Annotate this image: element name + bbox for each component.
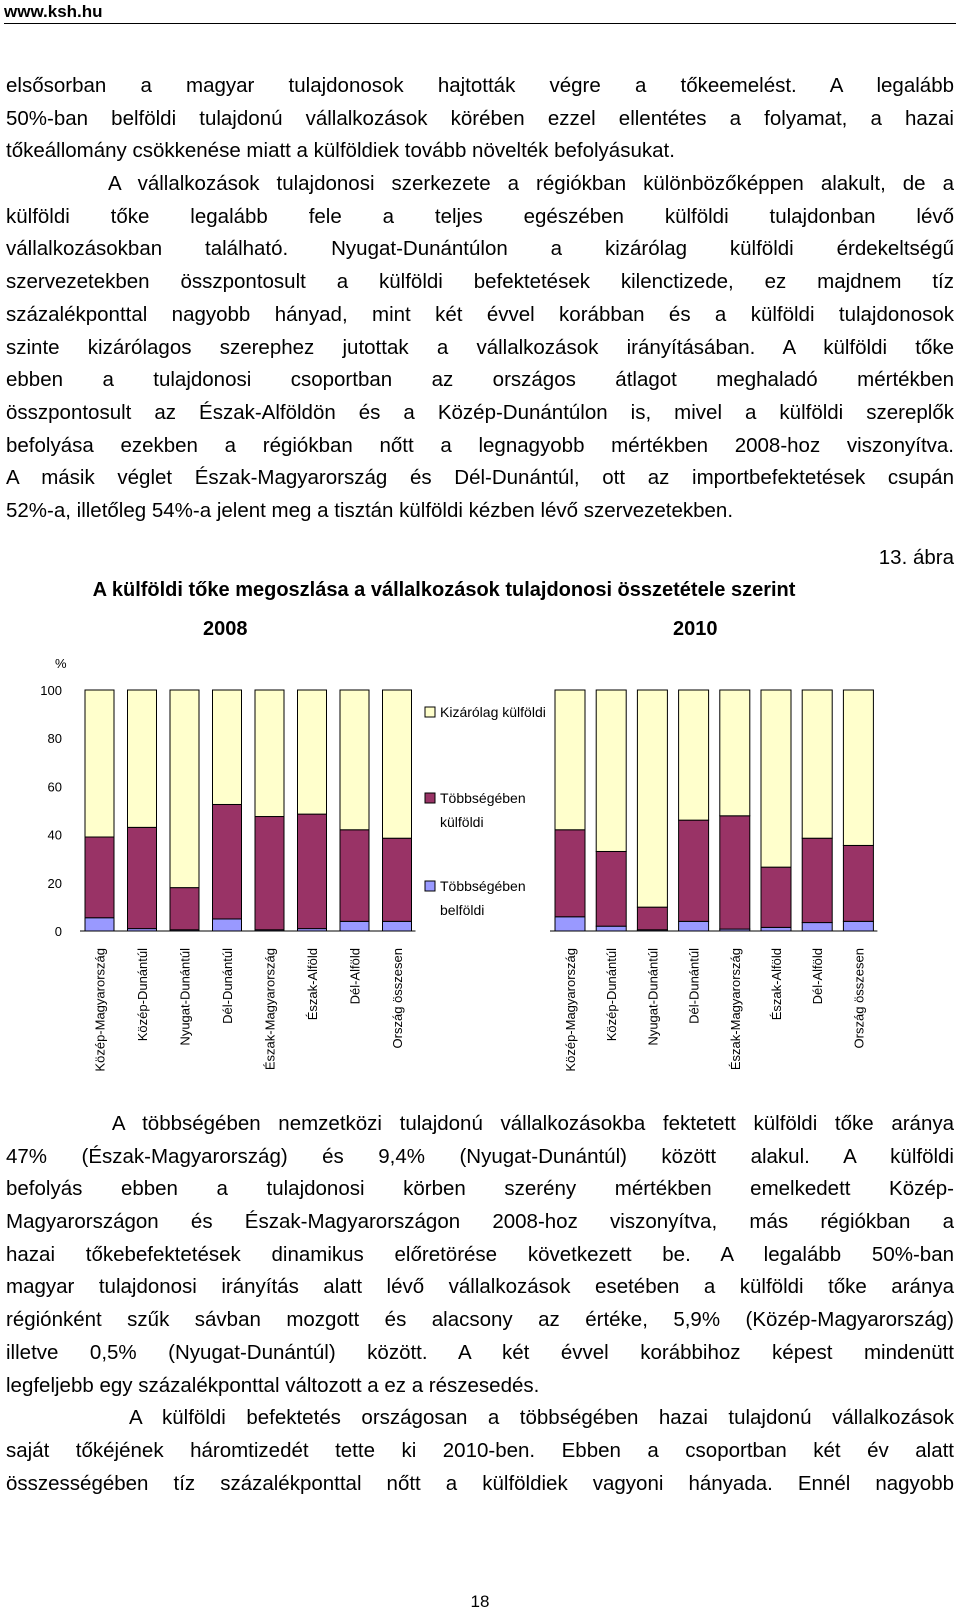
legend-label: Többségében — [440, 790, 526, 806]
legend-swatch — [425, 793, 435, 803]
bar-segment — [761, 867, 791, 927]
x-tick-label: Közép-Magyarország — [563, 948, 578, 1072]
y-tick-label: 0 — [54, 924, 62, 939]
bar-segment — [213, 804, 242, 918]
bar-segment — [383, 838, 412, 921]
text-line: befolyás ebben a tulajdonosi körben szerény mértékben emelkedett Közép- — [6, 1177, 954, 1201]
bar-segment — [679, 921, 709, 931]
text-line: A többségében nemzetközi tulajdonú vállalkozásokba fektetett külföldi tőke aránya — [6, 1112, 954, 1135]
legend-label: belföldi — [440, 902, 485, 918]
x-tick-label: Ország összesen — [851, 948, 867, 1049]
bar-segment — [298, 690, 327, 814]
bar-segment — [170, 690, 199, 888]
text-line: saját tőkéjének háromtizedét tette ki 2010-ben. Ebben a csoportban két év alatt — [6, 1438, 954, 1462]
bar-segment — [596, 690, 626, 851]
x-tick-label: Észak-Alföld — [769, 948, 784, 1021]
page-number: 18 — [470, 1592, 490, 1611]
bar-segment — [170, 888, 199, 930]
bar-segment — [213, 919, 242, 931]
x-tick-label: Észak-Alföld — [305, 948, 320, 1021]
x-tick-label: Nyugat-Dunántúl — [177, 948, 193, 1046]
text-line: Magyarországon és Észak-Magyarországon 2008-hoz viszonyítva, más régiókban a — [6, 1210, 954, 1234]
legend-swatch — [425, 707, 435, 717]
bar-segment — [843, 921, 873, 931]
y-tick-label: 60 — [47, 779, 62, 795]
bar-segment — [555, 830, 585, 917]
text-line: A másik véglet Észak-Magyarország és Dél-Dunántúl, ott az importbefektetések csupán — [6, 466, 954, 490]
stacked-bar-chart — [0, 650, 960, 1110]
chart-2008-title: 2008 — [203, 618, 248, 640]
bar-segment — [255, 817, 284, 930]
legend-label: Többségében — [440, 878, 526, 894]
bar-segment — [555, 690, 585, 830]
x-tick-label: Dél-Dunántúl — [220, 948, 235, 1024]
bar-segment — [802, 838, 832, 922]
y-tick-label: 20 — [47, 875, 62, 891]
legend-label: Kizárólag külföldi — [440, 704, 546, 720]
bar-segment — [679, 820, 709, 921]
text-line: A külföldi befektetés országosan a többségében hazai tulajdonú vállalkozások — [6, 1406, 954, 1430]
bar-segment — [596, 926, 626, 931]
bar-segment — [637, 690, 667, 907]
text-line: legfeljebb egy százalékponttal változott a ez a részesedés. — [6, 1373, 540, 1397]
y-tick-label: 80 — [47, 731, 62, 747]
bar-segment — [843, 690, 873, 845]
paragraph-top — [6, 70, 954, 528]
bar-segment — [383, 921, 412, 931]
x-tick-label: Közép-Magyarország — [92, 948, 108, 1072]
bar-segment — [679, 690, 709, 820]
y-tick-label: 100 — [40, 683, 62, 698]
text-line: külföldi tőke legalább fele a teljes egészében külföldi tulajdonban lévő — [6, 204, 954, 228]
text-line: hazai tőkebefektetések dinamikus előretörése következett be. A legalább 50%-ban — [6, 1242, 954, 1266]
bar-segment — [761, 690, 791, 867]
figure-number: 13. ábra — [878, 546, 954, 569]
bar-segment — [555, 917, 585, 931]
bar-segment — [128, 827, 157, 928]
text-line: ebben a tulajdonosi csoportban az országos átlagot meghaladó mértékben — [6, 368, 954, 392]
text-line: illetve 0,5% (Nyugat-Dunántúl) között. A két évvel korábbihoz képest mindenütt — [6, 1340, 954, 1364]
text-line: összességében tíz százalékponttal nőtt a külföldiek vagyoni hányada. Ennél nagyobb — [6, 1471, 954, 1495]
site-url[interactable]: www.ksh.hu — [4, 2, 103, 21]
x-tick-label: Dél-Alföld — [810, 948, 826, 1005]
bar-segment — [85, 918, 114, 931]
bar-segment — [128, 690, 157, 827]
text-line: befolyása ezekben a régiókban nőtt a legnagyobb mértékben 2008-hoz viszonyítva. — [6, 433, 954, 457]
text-line: magyar tulajdonosi irányítás alatt lévő vállalkozások esetében a külföldi tőke aránya — [6, 1275, 954, 1299]
bar-segment — [298, 814, 327, 928]
text-line: szinte kizárólagos szerephez jutottak a vállalkozások irányításában. A külföldi tőke — [6, 335, 954, 359]
chart-title: A külföldi tőke megoszlása a vállalkozások tulajdonosi összetétele szerint — [92, 579, 796, 601]
bar-segment — [596, 851, 626, 926]
bar-segment — [843, 845, 873, 921]
chart-2010-title: 2010 — [673, 618, 718, 640]
bar-segment — [340, 690, 369, 830]
text-line: 50%-ban belföldi tulajdonú vállalkozások körében ezzel ellentétes a folyamat, a hazai — [6, 106, 954, 130]
bar-segment — [255, 690, 284, 817]
bar-segment — [340, 830, 369, 922]
text-line: 47% (Észak-Magyarország) és 9,4% (Nyugat-Dunántúl) között alakul. A külföldi — [6, 1144, 954, 1168]
text-line: 52%-a, illetőleg 54%-a jelent meg a tisztán külföldi kézben lévő szervezetekben. — [6, 498, 734, 522]
text-line: százalékponttal nagyobb hányad, mint két évvel korábban és a külföldi tulajdonosok — [6, 302, 954, 326]
bar-segment — [340, 921, 369, 931]
header-rule — [4, 23, 956, 24]
text-line: tőkeállomány csökkenése miatt a külföldiek tovább növelték befolyásukat. — [6, 139, 675, 163]
x-tick-label: Nyugat-Dunántúl — [645, 948, 661, 1046]
bar-segment — [761, 927, 791, 931]
x-tick-label: Észak-Magyarország — [727, 948, 743, 1071]
paragraph-bottom — [6, 1108, 954, 1500]
bar-segment — [802, 923, 832, 931]
bar-segment — [637, 907, 667, 930]
text-line: régiónként szűk sávban mozgott és alacsony az értéke, 5,9% (Közép-Magyarország) — [6, 1308, 954, 1332]
text-line: elsősorban a magyar tulajdonosok hajtották végre a tőkeemelést. A legalább — [6, 74, 954, 97]
bar-segment — [802, 690, 832, 838]
bar-segment — [85, 690, 114, 837]
bar-segment — [720, 690, 750, 816]
text-line: A vállalkozások tulajdonosi szerkezete a régiókban különbözőképpen alakult, de a — [6, 172, 954, 196]
legend-label: külföldi — [440, 814, 484, 830]
bar-segment — [213, 690, 242, 804]
y-tick-label: 40 — [47, 827, 62, 843]
bar-segment — [720, 816, 750, 929]
x-tick-label: Észak-Magyarország — [262, 948, 278, 1071]
bar-segment — [383, 690, 412, 838]
x-tick-label: Ország összesen — [390, 948, 405, 1049]
x-tick-label: Dél-Alföld — [347, 948, 363, 1005]
x-tick-label: Dél-Dunántúl — [686, 948, 702, 1024]
text-line: szervezetekben összpontosult a külföldi befektetések kilenctizede, ez majdnem tíz — [6, 270, 954, 294]
legend-swatch — [425, 881, 435, 891]
text-line: vállalkozásokban található. Nyugat-Dunántúlon a kizárólag külföldi érdekeltségű — [6, 237, 954, 261]
x-tick-label: Közép-Dunántúl — [135, 948, 150, 1042]
y-axis-label: % — [55, 656, 67, 671]
text-line: összpontosult az Észak-Alföldön és a Közép-Dunántúlon is, mivel a külföldi szereplők — [6, 400, 954, 424]
bar-segment — [85, 837, 114, 918]
x-tick-label: Közép-Dunántúl — [604, 948, 620, 1042]
